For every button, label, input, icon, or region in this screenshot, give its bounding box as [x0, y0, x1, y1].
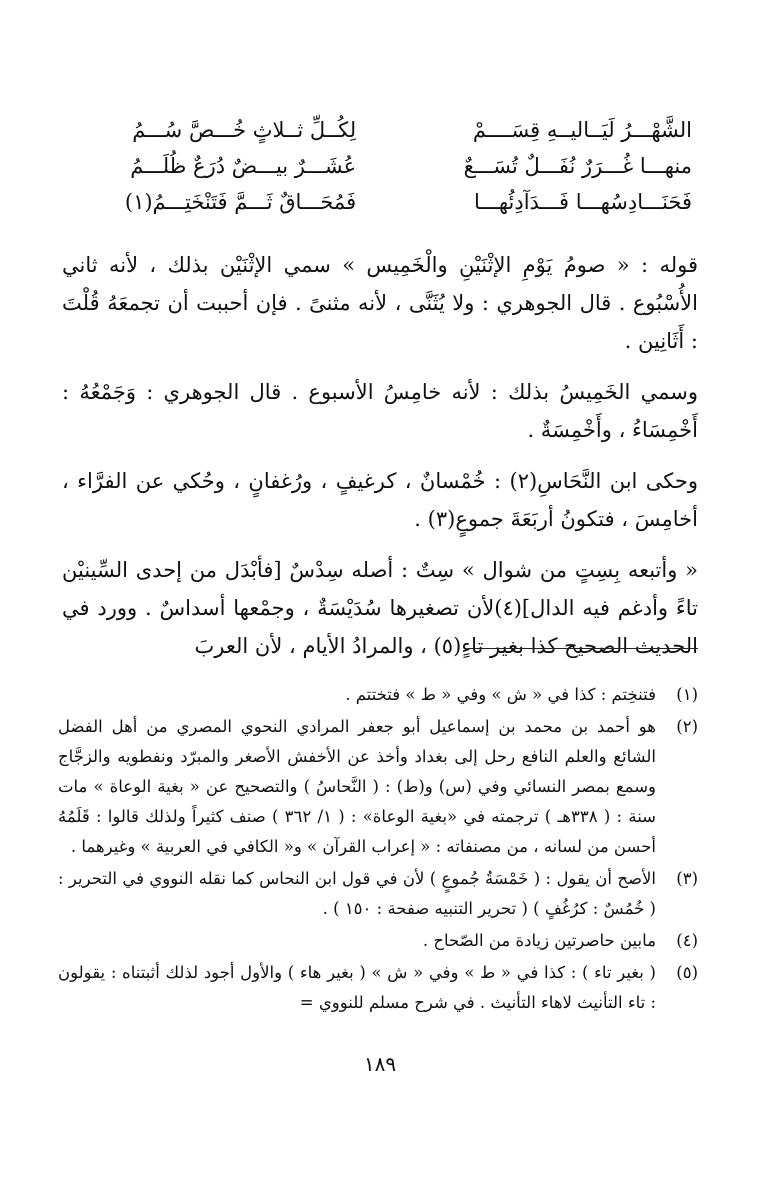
footnote-number: (٢)	[676, 717, 698, 736]
footnote	[58, 680, 698, 710]
footnote-text: الأصح أن يقول : ( خَمْسَةُ جُموعٍ ) لأن في قول ابن النحاس كما نقله النووي في التحرير : ( خُمُسٌ : كرُغُفٍ ) ( تحرير التنبيه صفحة : ١٥٠ ) .	[58, 869, 656, 918]
verse-first-hemistich: منهـــا غُـــرَرٌ نُفَـــلٌ تُسَـــعٌ	[463, 154, 692, 178]
footnote	[58, 926, 698, 956]
paragraph: قوله : « صومُ يَوْمِ الإثْنَيْنِ والْخَمِيس » سمي الإثْنَيْن بذلك ، لأنه ثاني الأُسْبُوع . قال الجوهري : ولا يُثَنَّى ، لأنه مثنىً . فإن أحببت أن تجمعَهُ قُلْتَ : أَثَانِين .	[62, 253, 698, 353]
poem-block	[70, 112, 692, 220]
verse-first-hemistich: فَحَنَـــادِسُهـــا فَـــدَآدِئُهـــا	[473, 190, 692, 214]
verse-row	[70, 184, 692, 220]
footnote	[58, 864, 698, 924]
verse-row	[70, 112, 692, 148]
footnote	[58, 712, 698, 862]
footnotes	[58, 680, 698, 1020]
footnote	[58, 958, 698, 1018]
verse-row	[70, 148, 692, 184]
footnote-separator	[468, 648, 698, 649]
verse-second-hemistich: عُشَـــرٌ بيـــضٌ دُرَعٌ ظُلَـــمُ	[130, 154, 357, 178]
verse-second-hemistich: لِكُــلِّ ثــلاثٍ خُـــصَّ سُـــمُ	[132, 118, 357, 142]
page-number: ١٨٩	[363, 1052, 397, 1076]
footnote-text: ( بغير تاء ) : كذا في « ط » وفي « ش » ( بغير هاء ) والأول أجود لذلك أثبتناه : يقولون : تاء التأنيث لاهاء التأنيث . في شرح مسلم للنووي =	[58, 963, 656, 1012]
main-text	[62, 246, 698, 678]
paragraph: وحكى ابن النَّحَاسِ(٢) : خُمْسانٌ ، كرغيفٍ ، ورُغفانٍ ، وحُكي عن الفرَّاء ، أخامِسَ ، فتكونُ أربَعَةَ جموعٍ(٣) .	[62, 469, 698, 531]
paragraph: وسمي الخَمِيسُ بذلك : لأنه خامِسُ الأسبوع . قال الجوهري : وَجَمْعُهُ : أَخْمِسَاءُ ، وأَخْمِسَةٌ .	[62, 380, 698, 442]
footnote-number: (١)	[676, 685, 698, 704]
paragraph: « وأتبعه بِسِتٍ من شوال » سِتٌ : أصله سِدْسٌ [فأبْدَل من إحدى السِّينيْن تاءً وأدغم فيه الدال](٤)لأن تصغيرها سُدَيْسَةٌ ، وجمْعها أسداسٌ . وورد في الحديث الصحيح كذا بغير تاءٍ(٥) ، والمرادُ الأيام ، لأن العربَ	[62, 558, 698, 658]
footnote-number: (٥)	[676, 963, 698, 982]
footnote-number: (٣)	[676, 869, 698, 888]
footnote-text: مابين حاصرتين زيادة من الصّحاح .	[422, 931, 656, 950]
footnote-text: هو أحمد بن محمد بن إسماعيل أبو جعفر المرادي النحوي المصري من أهل الفضل الشائع والعلم النافع رحل إلى بغداد وأخذ عن الأخفش الأصغر والمبرّد ونفطويه والزجَّاج وسمع بمصر النسائي وفي (س) و(ط) : ( النَّحاسُ ) والتصحيح عن « بغية الوعاة » مات سنة : ( ٣٣٨هـ ) ترجمته في «بغية الوعاة» : ( ١/ ٣٦٢ ) صنف كثيراً ولذلك قالوا : قَلَمُهُ أحسن من لسانه ، من مصنفاته : « إعراب القرآن » و« الكافي في العربية » وغيرهما .	[58, 717, 656, 856]
footnote-number: (٤)	[676, 931, 698, 950]
verse-second-hemistich: فَمُحَـــاقٌ ثَـــمَّ فَتَنْخَتِـــمُ(١)	[124, 190, 357, 214]
verse-first-hemistich: الشَّهْـــرُ لَيَــاليــهِ قِسَــــمْ	[472, 118, 692, 142]
footnote-text: فتنخِتم : كذا في « ش » وفي « ط » فتختتم .	[345, 685, 656, 704]
